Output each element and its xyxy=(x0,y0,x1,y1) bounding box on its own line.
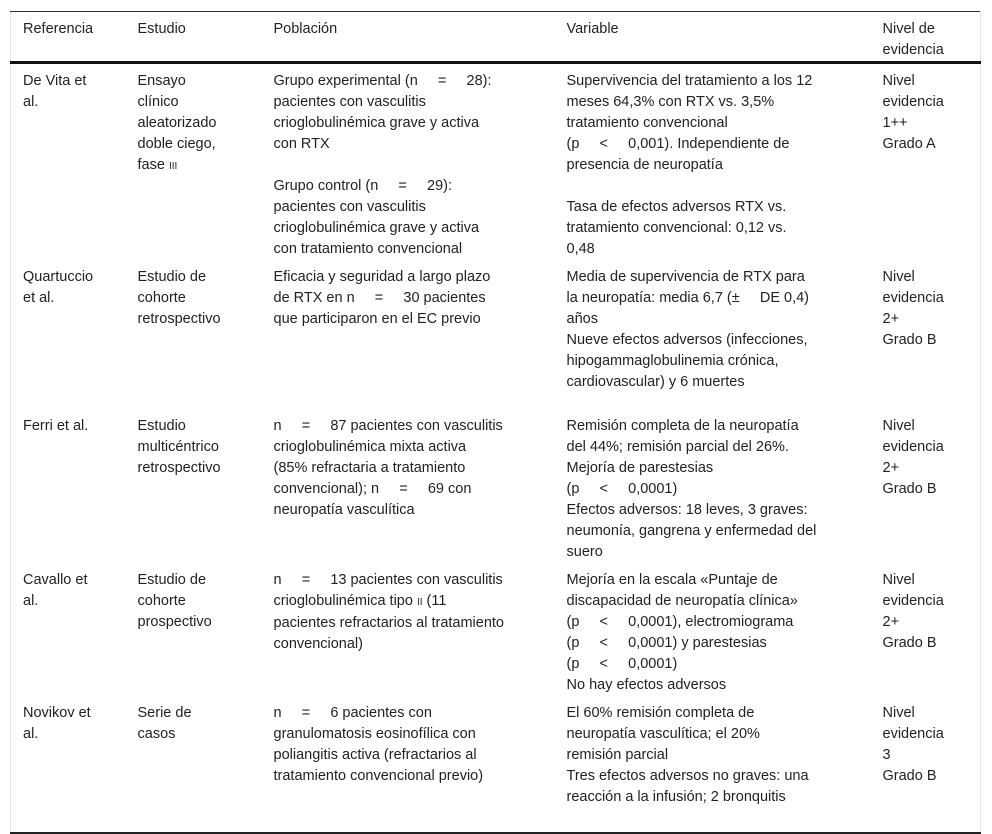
line-text: Nivel xyxy=(882,418,915,434)
line-text: Grado A xyxy=(882,136,936,152)
header-referencia: Referencia xyxy=(11,12,126,63)
line-text: remisión parcial xyxy=(566,747,669,763)
line-text: Estudio de xyxy=(137,572,207,588)
cell-line xyxy=(567,745,871,766)
cell-line xyxy=(23,703,126,724)
line-text: tratamiento convencional xyxy=(566,115,728,131)
cell-line xyxy=(567,197,871,218)
cell-line xyxy=(567,437,871,458)
line-text: casos xyxy=(137,726,176,742)
line-text: evidencia xyxy=(882,593,944,609)
cell-line xyxy=(274,134,555,155)
line-text: Novikov et xyxy=(23,705,91,721)
cell-line xyxy=(138,724,262,745)
cell-referencia xyxy=(11,563,126,696)
cell-variable xyxy=(555,696,871,833)
cell-line xyxy=(567,416,871,437)
line-text: 0,48 xyxy=(566,241,595,257)
line-text: Estudio de xyxy=(137,269,207,285)
line-text: Supervivencia del tratamiento a los 12 xyxy=(566,73,813,89)
cell-line xyxy=(883,71,981,92)
line-text: (85% refractaria a tratamiento xyxy=(273,460,466,476)
cell-variable xyxy=(555,409,871,563)
line-text: granulomatosis eosinofílica con xyxy=(273,726,476,742)
line-text: evidencia xyxy=(882,726,944,742)
cell-referencia xyxy=(11,409,126,563)
cell-line xyxy=(567,633,871,654)
cell-line xyxy=(23,416,126,437)
line-text: Mejoría de parestesias xyxy=(566,460,714,476)
cell-line xyxy=(138,612,262,633)
small-caps-numeral: II xyxy=(416,597,423,608)
line-text: neuropatía vasculítica xyxy=(273,502,415,518)
line-text: crioglobulinémica mixta activa xyxy=(273,439,467,455)
cell-line xyxy=(138,288,262,309)
header-nivel: Nivel de evidencia xyxy=(871,12,981,63)
line-text: al. xyxy=(23,593,39,609)
header-estudio: Estudio xyxy=(126,12,262,63)
line-text: doble ciego, xyxy=(137,136,216,152)
cell-line xyxy=(883,591,981,612)
line-text: discapacidad de neuropatía clínica» xyxy=(566,593,798,609)
cell-line xyxy=(23,591,126,612)
cell-line xyxy=(567,500,871,521)
cell-line xyxy=(567,570,871,591)
cell-line xyxy=(274,500,555,521)
cell-line xyxy=(567,113,871,134)
line-text: Remisión completa de la neuropatía xyxy=(566,418,799,434)
cell-line xyxy=(274,197,555,218)
cell-line xyxy=(567,176,871,197)
line-text: (p < 0,0001) xyxy=(566,481,678,497)
cell-line xyxy=(567,703,871,724)
cell-line xyxy=(138,703,262,724)
line-text: evidencia xyxy=(882,94,944,110)
cell-line xyxy=(138,458,262,479)
line-text: al. xyxy=(23,726,39,742)
cell-referencia xyxy=(11,260,126,409)
cell-line xyxy=(23,724,126,745)
cell-nivel xyxy=(871,63,981,261)
cell-variable xyxy=(555,260,871,409)
cell-line xyxy=(567,675,871,696)
header-poblacion: Población xyxy=(262,12,555,63)
line-text: tratamiento convencional previo) xyxy=(273,768,484,784)
header-variable: Variable xyxy=(555,12,871,63)
cell-poblacion xyxy=(262,63,555,261)
cell-line xyxy=(883,479,981,500)
cell-line xyxy=(883,113,981,134)
line-text: Ferri et al. xyxy=(23,418,89,434)
cell-line xyxy=(567,612,871,633)
line-text: evidencia xyxy=(882,439,944,455)
cell-line xyxy=(883,633,981,654)
cell-estudio xyxy=(126,696,262,833)
cell-line xyxy=(567,591,871,612)
cell-nivel xyxy=(871,696,981,833)
line-text: et al. xyxy=(23,290,55,306)
line-text: al. xyxy=(23,94,39,110)
line-text: Cavallo et xyxy=(23,572,88,588)
cell-estudio xyxy=(126,63,262,261)
line-text: de RTX en n = 30 pacientes xyxy=(273,290,486,306)
text-fragment: crioglobulinémica tipo xyxy=(273,593,417,609)
line-text: Tres efectos adversos no graves: una xyxy=(566,768,809,784)
cell-line xyxy=(274,766,555,787)
cell-line xyxy=(274,239,555,260)
line-text: Serie de xyxy=(137,705,192,721)
cell-line xyxy=(274,288,555,309)
cell-line xyxy=(883,416,981,437)
cell-line xyxy=(23,288,126,309)
line-text: 2+ xyxy=(882,614,900,630)
cell-line xyxy=(274,416,555,437)
table-row xyxy=(11,696,981,833)
cell-line xyxy=(883,458,981,479)
cell-line xyxy=(138,134,262,155)
line-text: crioglobulinémica grave y activa xyxy=(273,220,480,236)
line-text: (p < 0,0001) y parestesias xyxy=(566,635,767,651)
cell-line xyxy=(274,479,555,500)
cell-line xyxy=(567,351,871,372)
line-text: Grado B xyxy=(882,481,937,497)
cell-line xyxy=(274,724,555,745)
cell-line xyxy=(138,113,262,134)
cell-estudio xyxy=(126,563,262,696)
cell-nivel xyxy=(871,260,981,409)
line-text: del 44%; remisión parcial del 26%. xyxy=(566,439,789,455)
cell-line xyxy=(138,309,262,330)
line-text: neumonía, gangrena y enfermedad del xyxy=(566,523,817,539)
line-text: 3 xyxy=(882,747,891,763)
cell-line xyxy=(567,654,871,675)
line-text: pacientes con vasculitis xyxy=(273,199,426,215)
line-text: convencional) xyxy=(273,636,363,652)
cell-line xyxy=(138,155,262,177)
cell-line xyxy=(274,71,555,92)
line-text: Grupo experimental (n = 28): xyxy=(273,73,492,89)
cell-referencia xyxy=(11,696,126,833)
line-text: prospectivo xyxy=(137,614,212,630)
line-text: De Vita et xyxy=(23,73,87,89)
cell-nivel xyxy=(871,409,981,563)
cell-line xyxy=(883,288,981,309)
text-fragment: (11 xyxy=(422,593,447,609)
line-text: Grado B xyxy=(882,635,937,651)
cell-estudio xyxy=(126,260,262,409)
line-text: pacientes refractarios al tratamiento xyxy=(273,615,504,631)
line-text: (p < 0,0001), electromiograma xyxy=(566,614,794,630)
cell-line xyxy=(883,330,981,351)
cell-line xyxy=(23,92,126,113)
cell-line xyxy=(567,458,871,479)
cell-line xyxy=(274,613,555,634)
cell-referencia xyxy=(11,63,126,261)
cell-line xyxy=(883,92,981,113)
line-text: Estudio xyxy=(137,418,186,434)
line-text: cardiovascular) y 6 muertes xyxy=(566,374,745,390)
cell-line xyxy=(274,113,555,134)
line-text: Quartuccio xyxy=(23,269,94,285)
evidence-table xyxy=(10,11,981,834)
line-text: Mejoría en la escala «Puntaje de xyxy=(566,572,778,588)
cell-poblacion xyxy=(262,696,555,833)
line-text: multicéntrico xyxy=(137,439,219,455)
cell-line xyxy=(274,591,555,613)
cell-line xyxy=(138,570,262,591)
cell-variable xyxy=(555,563,871,696)
table-row xyxy=(11,63,981,261)
cell-line xyxy=(138,71,262,92)
cell-poblacion xyxy=(262,409,555,563)
line-text: Eficacia y seguridad a largo plazo xyxy=(273,269,491,285)
line-text: suero xyxy=(566,544,603,560)
line-text: neuropatía vasculítica; el 20% xyxy=(566,726,760,742)
small-caps-numeral: III xyxy=(168,161,178,172)
cell-poblacion xyxy=(262,260,555,409)
cell-line xyxy=(567,724,871,745)
line-text: Nueve efectos adversos (infecciones, xyxy=(566,332,808,348)
line-text: (p < 0,001). Independiente de xyxy=(566,136,790,152)
cell-line xyxy=(138,437,262,458)
cell-line xyxy=(567,218,871,239)
cell-line xyxy=(138,267,262,288)
line-text: cohorte xyxy=(137,290,186,306)
cell-line xyxy=(274,155,555,176)
line-text: crioglobulinémica grave y activa xyxy=(273,115,480,131)
cell-line xyxy=(567,71,871,92)
cell-line xyxy=(274,92,555,113)
cell-line xyxy=(567,766,871,787)
line-text: n = 6 pacientes con xyxy=(273,705,432,721)
line-text: aleatorizado xyxy=(137,115,217,131)
cell-line xyxy=(567,479,871,500)
line-text: reacción a la infusión; 2 bronquitis xyxy=(566,789,786,805)
line-text: Efectos adversos: 18 leves, 3 graves: xyxy=(566,502,808,518)
cell-line xyxy=(274,458,555,479)
line-text: n = 87 pacientes con vasculitis xyxy=(273,418,503,434)
cell-poblacion xyxy=(262,563,555,696)
table-row xyxy=(11,260,981,409)
line-text: evidencia xyxy=(882,290,944,306)
table-row xyxy=(11,409,981,563)
cell-line xyxy=(274,309,555,330)
cell-line xyxy=(274,570,555,591)
line-text: Nivel xyxy=(882,572,915,588)
line-text: 1++ xyxy=(882,115,908,131)
cell-line xyxy=(567,134,871,155)
cell-line xyxy=(567,542,871,563)
line-text: presencia de neuropatía xyxy=(566,157,723,173)
cell-line xyxy=(274,176,555,197)
line-text: Nivel xyxy=(882,73,915,89)
cell-line xyxy=(274,218,555,239)
line-text: con RTX xyxy=(273,136,330,152)
cell-line xyxy=(567,288,871,309)
line-text: El 60% remisión completa de xyxy=(566,705,755,721)
cell-line xyxy=(567,309,871,330)
cell-line xyxy=(23,267,126,288)
line-text: retrospectivo xyxy=(137,311,221,327)
line-text: retrospectivo xyxy=(137,460,221,476)
cell-line xyxy=(567,330,871,351)
cell-line xyxy=(567,239,871,260)
cell-line xyxy=(883,570,981,591)
cell-line xyxy=(883,745,981,766)
line-text: tratamiento convencional: 0,12 vs. xyxy=(566,220,787,236)
line-text: cohorte xyxy=(137,593,186,609)
cell-line xyxy=(138,416,262,437)
line-text: Grupo control (n = 29): xyxy=(273,178,453,194)
cell-line xyxy=(567,787,871,808)
line-text: la neuropatía: media 6,7 (± DE 0,4) xyxy=(566,290,809,306)
cell-line xyxy=(883,703,981,724)
line-text: hipogammaglobulinemia crónica, xyxy=(566,353,779,369)
cell-line xyxy=(883,267,981,288)
line-text: Grado B xyxy=(882,332,937,348)
cell-line xyxy=(567,92,871,113)
cell-variable xyxy=(555,63,871,261)
line-text: Media de supervivencia de RTX para xyxy=(566,269,805,285)
line-text: años xyxy=(566,311,598,327)
line-text: No hay efectos adversos xyxy=(566,677,727,693)
cell-line xyxy=(274,745,555,766)
line-text: 2+ xyxy=(882,460,900,476)
cell-line xyxy=(138,591,262,612)
cell-line xyxy=(883,134,981,155)
cell-line xyxy=(567,267,871,288)
header-row xyxy=(11,12,981,63)
cell-line xyxy=(274,634,555,655)
cell-line xyxy=(274,437,555,458)
line-text: con tratamiento convencional xyxy=(273,241,463,257)
cell-line xyxy=(138,92,262,113)
cell-estudio xyxy=(126,409,262,563)
cell-line xyxy=(883,724,981,745)
line-text: que participaron en el EC previo xyxy=(273,311,481,327)
line-text: Tasa de efectos adversos RTX vs. xyxy=(566,199,787,215)
line-text: 2+ xyxy=(882,311,900,327)
cell-line xyxy=(274,267,555,288)
line-text: n = 13 pacientes con vasculitis xyxy=(273,572,503,588)
line-text: Ensayo xyxy=(137,73,186,89)
cell-line xyxy=(883,766,981,787)
line-text: Nivel xyxy=(882,269,915,285)
cell-nivel xyxy=(871,563,981,696)
line-text: Grado B xyxy=(882,768,937,784)
line-text: fase xyxy=(137,157,169,173)
line-text: meses 64,3% con RTX vs. 3,5% xyxy=(566,94,775,110)
table-row xyxy=(11,563,981,696)
cell-line xyxy=(883,309,981,330)
cell-line xyxy=(23,570,126,591)
cell-line xyxy=(23,71,126,92)
line-text: pacientes con vasculitis xyxy=(273,94,426,110)
line-text: poliangitis activa (refractarios al xyxy=(273,747,477,763)
cell-line xyxy=(883,437,981,458)
line-text: clínico xyxy=(137,94,179,110)
line-text: Nivel xyxy=(882,705,915,721)
line-text: (p < 0,0001) xyxy=(566,656,678,672)
cell-line xyxy=(567,521,871,542)
line-text: convencional); n = 69 con xyxy=(273,481,472,497)
cell-line xyxy=(567,372,871,393)
cell-line xyxy=(883,612,981,633)
cell-line xyxy=(567,155,871,176)
cell-line xyxy=(274,703,555,724)
